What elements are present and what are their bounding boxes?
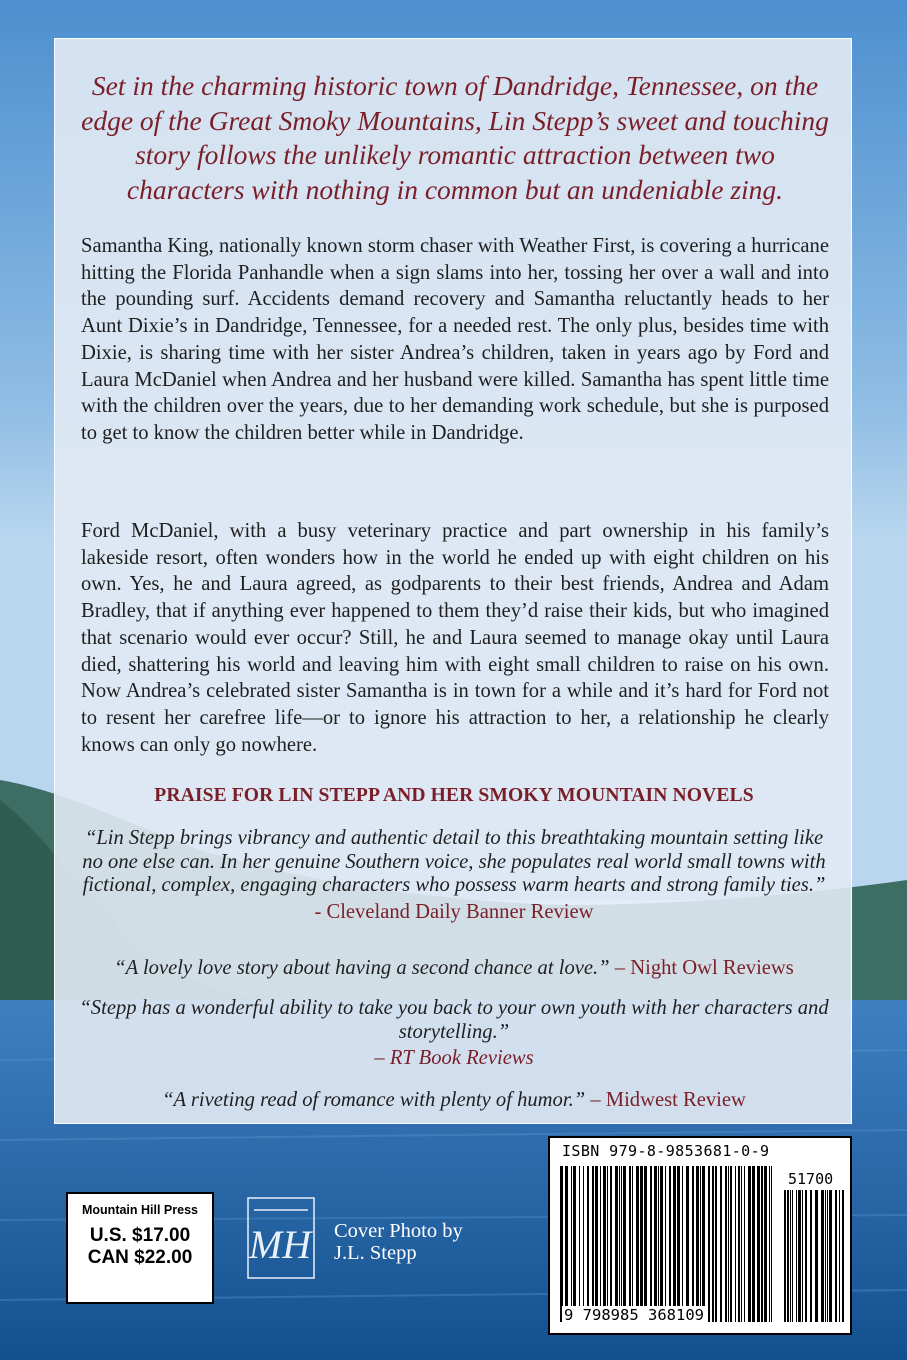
barcode-bar [748,1166,751,1322]
publisher-name: Mountain Hill Press [82,1203,198,1217]
barcode-bar [764,1166,767,1322]
barcode-bar [595,1166,598,1322]
review-quote-1 [75,827,833,924]
review-quote-2 [75,957,833,981]
barcode-bar [790,1190,791,1322]
barcode-bar [621,1166,622,1322]
barcode-bar [842,1190,844,1322]
barcode-bar [827,1190,828,1322]
barcode-bar [673,1166,676,1322]
barcode-bar [796,1190,797,1322]
barcode-bar [571,1166,572,1322]
barcode-bar [825,1190,826,1322]
barcode-bar [792,1190,793,1322]
review-quote-4 [75,1089,833,1113]
barcode-bar [771,1166,772,1322]
barcode-bar [829,1190,832,1322]
barcode-bar [607,1166,608,1322]
barcode-bar [744,1166,745,1322]
can-price: CAN $22.00 [87,1247,193,1268]
price-box [66,1192,214,1304]
barcode-bar [784,1190,786,1322]
barcode-bar [730,1166,732,1322]
barcode-bar [735,1166,736,1322]
review-quote-2-text: “A lovely love story about having a second chance at love.” [114,957,610,979]
barcode-bar [686,1166,689,1322]
barcode-bar [603,1166,606,1322]
barcode-bar [821,1190,824,1322]
review-quote-1-text: “Lin Stepp brings vibrancy and authentic detail to this breathtaking mountain setting like no one else can. In her genuine Southern voice, she populates real world small towns with fictional, complex, engaging characters who possess warm hearts and strong family ties.” [82,827,826,896]
barcode-bar [720,1166,722,1322]
barcode-bar [839,1190,840,1322]
barcode-bar [677,1166,680,1322]
review-quote-4-text: “A riveting read of romance with plenty of humor.” [162,1089,586,1111]
barcode-bar [629,1166,631,1322]
barcode-bar [658,1166,659,1322]
publisher-logo [246,1196,316,1280]
synopsis-paragraph-1: Samantha King, nationally known storm chaser with Weather First, is covering a hurricane hitting the Florida Panhandle when a sign slams into her, tossing her over a wall and into the pounding surf. Accidents demand recovery and Samantha reluctantly heads to her Aunt Dixie’s in Dandridge, Tennessee, for a needed rest. The only plus, besides time with Dixie, is sharing time with her sister Andrea’s children, taken in years ago by Ford and Laura McDaniel when Andrea and her husband were killed. Samantha has spent little time with the children over the years, due to her demanding work schedule, but she is purposed to get to know the children better while in Dandridge. [81,235,829,444]
barcode-bar [654,1166,657,1322]
barcode-bar [669,1166,671,1322]
ean-barcode-bars [560,1166,774,1322]
barcode-bar [619,1166,620,1322]
barcode-bar [600,1166,601,1322]
barcode-bar [702,1166,705,1322]
barcode-bar [757,1166,760,1322]
description-panel [54,38,852,1124]
barcode-bar [715,1166,717,1322]
isbn-number: ISBN 979-8-9853681-0-9 [562,1142,770,1160]
photo-credit-line-1: Cover Photo by [334,1220,463,1242]
barcode-bar [579,1166,580,1322]
barcode-bar [802,1190,803,1322]
barcode-bar [665,1166,666,1322]
barcode-bar [741,1166,742,1322]
review-quote-1-source: - Cleveland Daily Banner Review [314,900,594,923]
barcode-bar [623,1166,626,1322]
barcode-bar [692,1166,694,1322]
barcode-bar [644,1166,647,1322]
isbn-barcode [548,1136,852,1335]
barcode-bar [728,1166,729,1322]
barcode-bar [805,1190,807,1322]
barcode-bar [769,1166,770,1322]
barcode-bar [610,1166,612,1322]
barcode-bar [573,1166,576,1322]
barcode-bar [583,1166,584,1322]
barcode-bar [696,1166,699,1322]
photo-credit [334,1220,463,1264]
barcode-bar [560,1166,563,1322]
barcode-bar [650,1166,652,1322]
barcode-bar [798,1190,801,1322]
review-quote-3-source: – RT Book Reviews [374,1047,534,1069]
review-quote-2-source: – Night Owl Reviews [614,957,794,979]
barcode-bar [592,1166,594,1322]
barcode-bar [587,1166,589,1322]
barcode-bar [708,1166,710,1322]
barcode-bar [632,1166,633,1322]
praise-heading: PRAISE FOR LIN STEPP AND HER SMOKY MOUNTAIN NOVELS [154,785,754,806]
barcode-bar [636,1166,639,1322]
review-quote-4-source: – Midwest Review [590,1089,746,1111]
ean-digits: 9 798985 368109 [564,1306,704,1324]
barcode-bar [700,1166,701,1322]
logo-initials: MH [248,1222,312,1267]
barcode-bar [565,1166,568,1322]
barcode-bar [738,1166,740,1322]
barcode-bar [615,1166,618,1322]
barcode-bar [815,1190,818,1322]
barcode-bar [640,1166,643,1322]
photo-credit-line-2: J.L. Stepp [334,1242,417,1264]
review-quote-3-text: “Stepp has a wonderful ability to take you back to your own youth with her characters and storytelling.” [79,997,829,1043]
barcode-bar [761,1166,763,1322]
synopsis-paragraph-2: Ford McDaniel, with a busy veterinary practice and part ownership in his family’s lakeside resort, often wonders how in the world he ended up with eight children on his own. Yes, he and Laura agreed, as godparents to their best friends, Andrea and Adam Bradley, that if anything ever happened to them they’d raise their kids, but who imagined that scenario would ever occur? Still, he and Laura seemed to manage okay until Laura died, shattering his world and leaving him with eight small children to raise on his own. Now Andrea’s celebrated sister Samantha is in town for a while and it’s hard for Ford not to resent her carefree life—or to ignore his attraction to her, a relationship he clearly knows can only go nowhere. [81,520,829,756]
barcode-bar [835,1190,837,1322]
barcode-bar [810,1190,812,1322]
us-price: U.S. $17.00 [89,1225,191,1246]
intro-blurb: Set in the charming historic town of Dandridge, Tennessee, on the edge of the Great Smoky Mountains, Lin Stepp’s sweet and touching story follows the unlikely romantic attraction between two characters with nothing in common but an undeniable zing. [81,70,829,205]
addon-barcode-bars [784,1190,846,1322]
barcode-bar [712,1166,714,1322]
barcode-bar [682,1166,683,1322]
barcode-bar [725,1166,727,1322]
barcode-bar [752,1166,755,1322]
barcode-bar [787,1190,789,1322]
review-quote-3 [75,997,833,1071]
price-code: 51700 [788,1170,834,1188]
barcode-bar [660,1166,663,1322]
